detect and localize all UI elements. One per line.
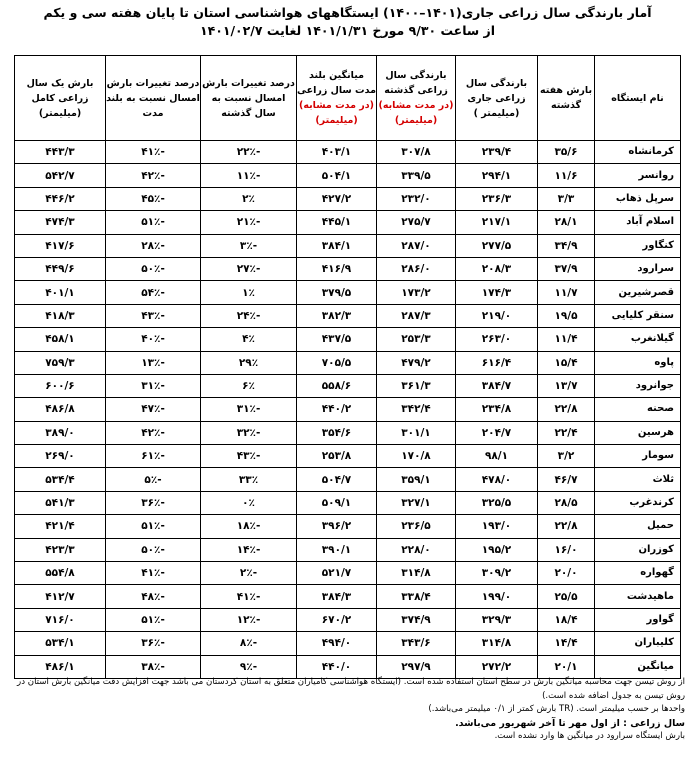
last-year-rain: ۳۰۱/۱ xyxy=(377,421,456,444)
header-station: نام ایستگاه xyxy=(595,56,681,141)
pct-vs-last-year: -۸٪ xyxy=(201,632,297,655)
header-full-year: بارش یک سال زراعی کامل (میلیمتر) xyxy=(15,56,106,141)
longterm-rain: ۴۴۵/۱ xyxy=(297,211,377,234)
station-name: کرمانشاه xyxy=(595,141,681,164)
full-year-rain: ۴۵۸/۱ xyxy=(15,328,106,351)
current-year-rain: ۳۲۹/۳ xyxy=(456,608,538,631)
pct-vs-longterm: -۴۷٪ xyxy=(106,398,201,421)
full-year-rain: ۵۴۱/۳ xyxy=(15,491,106,514)
header-pct-last-year: درصد تغییرات بارش امسال نسبت به سال گذشته xyxy=(201,56,297,141)
full-year-rain: ۴۸۶/۱ xyxy=(15,655,106,678)
station-name: هرسین xyxy=(595,421,681,444)
footnote-crop-year: سال زراعی : از اول مهر تا آخر شهریور می‌باشد. xyxy=(455,717,685,729)
last-year-rain: ۳۱۴/۸ xyxy=(377,562,456,585)
last-week-rain: ۲۲/۴ xyxy=(538,421,595,444)
current-year-rain: ۲۷۲/۲ xyxy=(456,655,538,678)
pct-vs-longterm: -۴۵٪ xyxy=(106,187,201,210)
last-week-rain: ۳۵/۶ xyxy=(538,141,595,164)
pct-vs-longterm: -۵۴٪ xyxy=(106,281,201,304)
table-row xyxy=(15,281,681,304)
longterm-rain: ۴۴۰/۲ xyxy=(297,398,377,421)
current-year-rain: ۲۹۴/۱ xyxy=(456,164,538,187)
current-year-rain: ۲۰۴/۷ xyxy=(456,421,538,444)
station-name: سرپل ذهاب xyxy=(595,187,681,210)
title-line-2: از ساعت ۹/۳۰ مورخ ۱۴۰۱/۱/۳۱ لغایت ۱۴۰۱/۰۲/۷ xyxy=(199,23,496,38)
last-year-rain: ۱۷۳/۲ xyxy=(377,281,456,304)
current-year-rain: ۱۹۹/۰ xyxy=(456,585,538,608)
longterm-rain: ۳۷۹/۵ xyxy=(297,281,377,304)
pct-vs-last-year: -۳۱٪ xyxy=(201,398,297,421)
header-last-week: بارش هفته گذشته xyxy=(538,56,595,141)
pct-vs-last-year: -۱۴٪ xyxy=(201,538,297,561)
header-last-year xyxy=(377,56,456,141)
header-last-year-text: بارندگی سال زراعی گذشته xyxy=(384,70,448,96)
station-name: کوزران xyxy=(595,538,681,561)
last-year-rain: ۳۲۷/۱ xyxy=(377,491,456,514)
station-name: سرارود xyxy=(595,257,681,280)
last-year-rain: ۴۷۹/۲ xyxy=(377,351,456,374)
last-year-rain: ۱۷۰/۸ xyxy=(377,445,456,468)
current-year-rain: ۲۳۶/۳ xyxy=(456,187,538,210)
pct-vs-longterm: -۳۶٪ xyxy=(106,491,201,514)
footnote-units: واحدها بر حسب میلیمتر است. (TR بارش کمتر از ۰/۱ میلیمتر می‌باشد.) xyxy=(428,704,685,714)
last-week-rain: ۱۵/۴ xyxy=(538,351,595,374)
table-row xyxy=(15,164,681,187)
station-name: میانگین xyxy=(595,655,681,678)
full-year-rain: ۴۴۹/۶ xyxy=(15,257,106,280)
full-year-rain: ۵۵۴/۸ xyxy=(15,562,106,585)
table-body xyxy=(15,141,681,679)
pct-vs-longterm: -۴۱٪ xyxy=(106,141,201,164)
pct-vs-last-year: ۰٪ xyxy=(201,491,297,514)
last-year-rain: ۳۵۹/۱ xyxy=(377,468,456,491)
pct-vs-last-year: -۱۲٪ xyxy=(201,608,297,631)
pct-vs-longterm: -۵۱٪ xyxy=(106,515,201,538)
table-row xyxy=(15,585,681,608)
station-name: سومار xyxy=(595,445,681,468)
current-year-rain: ۲۳۹/۴ xyxy=(456,141,538,164)
full-year-rain: ۴۲۳/۳ xyxy=(15,538,106,561)
last-week-rain: ۱۳/۷ xyxy=(538,374,595,397)
full-year-rain: ۵۳۴/۱ xyxy=(15,632,106,655)
current-year-rain: ۳۸۴/۷ xyxy=(456,374,538,397)
current-year-rain: ۳۰۹/۲ xyxy=(456,562,538,585)
table-row xyxy=(15,257,681,280)
current-year-rain: ۲۳۴/۸ xyxy=(456,398,538,421)
longterm-rain: ۲۵۳/۸ xyxy=(297,445,377,468)
longterm-rain: ۵۰۹/۱ xyxy=(297,491,377,514)
last-year-rain: ۳۰۷/۸ xyxy=(377,141,456,164)
table-row xyxy=(15,608,681,631)
longterm-rain: ۴۴۰/۰ xyxy=(297,655,377,678)
last-year-rain: ۳۴۳/۶ xyxy=(377,632,456,655)
full-year-rain: ۵۳۴/۴ xyxy=(15,468,106,491)
last-year-rain: ۳۳۸/۴ xyxy=(377,585,456,608)
last-year-rain: ۳۷۴/۹ xyxy=(377,608,456,631)
table-row xyxy=(15,234,681,257)
longterm-rain: ۴۲۷/۲ xyxy=(297,187,377,210)
last-week-rain: ۱۱/۴ xyxy=(538,328,595,351)
pct-vs-last-year: ۳۳٪ xyxy=(201,468,297,491)
full-year-rain: ۴۴۳/۳ xyxy=(15,141,106,164)
last-week-rain: ۴۶/۷ xyxy=(538,468,595,491)
table-row xyxy=(15,211,681,234)
pct-vs-longterm: -۴۲٪ xyxy=(106,164,201,187)
header-pct-longterm: درصد تغییرات بارش امسال نسبت به بلند مدت xyxy=(106,56,201,141)
table-row xyxy=(15,421,681,444)
table-row xyxy=(15,445,681,468)
footnotes xyxy=(10,676,685,744)
pct-vs-last-year: -۲۱٪ xyxy=(201,211,297,234)
table-row xyxy=(15,632,681,655)
pct-vs-longterm: -۳۱٪ xyxy=(106,374,201,397)
table-row xyxy=(15,398,681,421)
pct-vs-last-year: -۲٪ xyxy=(201,562,297,585)
title-line-1: آمار بارندگی سال زراعی جاری(۱۴۰۱–۱۴۰۰) ایستگاههای هواشناسی استان تا پایان هفته سی و یکم xyxy=(43,5,652,20)
full-year-rain: ۲۶۹/۰ xyxy=(15,445,106,468)
current-year-rain: ۲۷۷/۵ xyxy=(456,234,538,257)
table-row xyxy=(15,351,681,374)
footnote-sararood: بارش ایستگاه سرارود در میانگین ها وارد نشده است. xyxy=(494,731,685,741)
last-week-rain: ۲۸/۱ xyxy=(538,211,595,234)
pct-vs-last-year: ۱٪ xyxy=(201,281,297,304)
table-row xyxy=(15,141,681,164)
current-year-rain: ۳۱۴/۸ xyxy=(456,632,538,655)
pct-vs-longterm: -۲۸٪ xyxy=(106,234,201,257)
current-year-rain: ۲۶۳/۰ xyxy=(456,328,538,351)
pct-vs-last-year: -۲۴٪ xyxy=(201,304,297,327)
table-row xyxy=(15,374,681,397)
pct-vs-longterm: -۵۰٪ xyxy=(106,257,201,280)
last-year-rain: ۳۶۱/۳ xyxy=(377,374,456,397)
pct-vs-last-year: ۲٪ xyxy=(201,187,297,210)
longterm-rain: ۵۵۸/۶ xyxy=(297,374,377,397)
last-year-rain: ۳۴۲/۴ xyxy=(377,398,456,421)
last-year-rain: ۲۸۷/۰ xyxy=(377,234,456,257)
pct-vs-last-year: ۴٪ xyxy=(201,328,297,351)
station-name: حمیل xyxy=(595,515,681,538)
last-week-rain: ۲۲/۸ xyxy=(538,515,595,538)
station-name: گیلانغرب xyxy=(595,328,681,351)
longterm-rain: ۳۸۴/۳ xyxy=(297,585,377,608)
table-row xyxy=(15,538,681,561)
station-name: کلیباران xyxy=(595,632,681,655)
last-week-rain: ۳۷/۹ xyxy=(538,257,595,280)
full-year-rain: ۴۷۴/۳ xyxy=(15,211,106,234)
last-year-rain: ۲۳۲/۰ xyxy=(377,187,456,210)
table-row xyxy=(15,655,681,678)
pct-vs-last-year: -۲۲٪ xyxy=(201,141,297,164)
pct-vs-longterm: -۴۲٪ xyxy=(106,421,201,444)
pct-vs-last-year: -۹٪ xyxy=(201,655,297,678)
current-year-rain: ۹۸/۱ xyxy=(456,445,538,468)
longterm-rain: ۵۰۴/۷ xyxy=(297,468,377,491)
rainfall-table xyxy=(14,55,681,679)
header-longterm-period: (در مدت مشابه) xyxy=(298,100,374,111)
current-year-rain: ۲۱۹/۰ xyxy=(456,304,538,327)
header-longterm xyxy=(297,56,377,141)
table-row xyxy=(15,491,681,514)
pct-vs-longterm: -۴۸٪ xyxy=(106,585,201,608)
pct-vs-longterm: -۵۱٪ xyxy=(106,608,201,631)
station-name: کرندغرب xyxy=(595,491,681,514)
current-year-rain: ۶۱۶/۴ xyxy=(456,351,538,374)
header-longterm-text: میانگین بلند مدت سال زراعی xyxy=(297,70,376,96)
station-name: روانسر xyxy=(595,164,681,187)
station-name: اسلام آباد xyxy=(595,211,681,234)
longterm-rain: ۳۹۰/۱ xyxy=(297,538,377,561)
full-year-rain: ۴۱۸/۳ xyxy=(15,304,106,327)
last-year-rain: ۲۷۵/۷ xyxy=(377,211,456,234)
last-week-rain: ۱۴/۴ xyxy=(538,632,595,655)
station-name: ثلاث xyxy=(595,468,681,491)
last-week-rain: ۱۹/۵ xyxy=(538,304,595,327)
current-year-rain: ۳۲۵/۵ xyxy=(456,491,538,514)
pct-vs-last-year: -۲۷٪ xyxy=(201,257,297,280)
pct-vs-last-year: ۶٪ xyxy=(201,374,297,397)
pct-vs-longterm: -۱۳٪ xyxy=(106,351,201,374)
last-year-rain: ۲۲۸/۰ xyxy=(377,538,456,561)
full-year-rain: ۷۵۹/۳ xyxy=(15,351,106,374)
pct-vs-longterm: -۴۳٪ xyxy=(106,304,201,327)
last-year-rain: ۲۸۷/۳ xyxy=(377,304,456,327)
last-year-rain: ۲۹۷/۹ xyxy=(377,655,456,678)
station-name: پاوه xyxy=(595,351,681,374)
header-last-year-unit: (میلیمتر) xyxy=(394,115,438,126)
station-name: قصرشیرین xyxy=(595,281,681,304)
station-name: گهواره xyxy=(595,562,681,585)
last-week-rain: ۲۰/۰ xyxy=(538,562,595,585)
longterm-rain: ۵۲۱/۷ xyxy=(297,562,377,585)
header-current-year: بارندگی سال زراعی جاری (میلیمتر ) xyxy=(456,56,538,141)
current-year-rain: ۱۹۳/۰ xyxy=(456,515,538,538)
full-year-rain: ۴۸۶/۸ xyxy=(15,398,106,421)
pct-vs-longterm: -۳۸٪ xyxy=(106,655,201,678)
current-year-rain: ۲۰۸/۳ xyxy=(456,257,538,280)
longterm-rain: ۴۳۷/۵ xyxy=(297,328,377,351)
longterm-rain: ۷۰۵/۵ xyxy=(297,351,377,374)
last-week-rain: ۳۴/۹ xyxy=(538,234,595,257)
longterm-rain: ۳۹۶/۲ xyxy=(297,515,377,538)
table-row xyxy=(15,187,681,210)
pct-vs-longterm: -۴۱٪ xyxy=(106,562,201,585)
last-week-rain: ۱۸/۴ xyxy=(538,608,595,631)
last-year-rain: ۲۸۶/۰ xyxy=(377,257,456,280)
pct-vs-longterm: -۶۱٪ xyxy=(106,445,201,468)
report-title xyxy=(0,4,695,40)
last-year-rain: ۳۳۹/۵ xyxy=(377,164,456,187)
longterm-rain: ۳۸۴/۱ xyxy=(297,234,377,257)
last-year-rain: ۲۵۳/۳ xyxy=(377,328,456,351)
longterm-rain: ۴۱۶/۹ xyxy=(297,257,377,280)
pct-vs-last-year: -۳٪ xyxy=(201,234,297,257)
table-row xyxy=(15,328,681,351)
longterm-rain: ۵۰۴/۱ xyxy=(297,164,377,187)
pct-vs-longterm: -۳۶٪ xyxy=(106,632,201,655)
current-year-rain: ۱۹۵/۲ xyxy=(456,538,538,561)
station-name: جوانرود xyxy=(595,374,681,397)
full-year-rain: ۵۴۲/۷ xyxy=(15,164,106,187)
pct-vs-last-year: -۱۱٪ xyxy=(201,164,297,187)
last-week-rain: ۱۱/۶ xyxy=(538,164,595,187)
full-year-rain: ۴۲۱/۴ xyxy=(15,515,106,538)
full-year-rain: ۴۱۲/۷ xyxy=(15,585,106,608)
full-year-rain: ۶۰۰/۶ xyxy=(15,374,106,397)
pct-vs-last-year: -۳۲٪ xyxy=(201,421,297,444)
full-year-rain: ۴۴۶/۲ xyxy=(15,187,106,210)
table-row xyxy=(15,468,681,491)
station-name: صحنه xyxy=(595,398,681,421)
last-week-rain: ۱۱/۷ xyxy=(538,281,595,304)
current-year-rain: ۱۷۴/۳ xyxy=(456,281,538,304)
pct-vs-last-year: -۴۳٪ xyxy=(201,445,297,468)
last-week-rain: ۲۸/۵ xyxy=(538,491,595,514)
full-year-rain: ۴۱۷/۶ xyxy=(15,234,106,257)
current-year-rain: ۴۷۸/۰ xyxy=(456,468,538,491)
pct-vs-longterm: -۴۰٪ xyxy=(106,328,201,351)
station-name: ماهیدشت xyxy=(595,585,681,608)
header-longterm-unit: (میلیمتر) xyxy=(315,115,358,126)
longterm-rain: ۳۵۴/۶ xyxy=(297,421,377,444)
longterm-rain: ۳۸۲/۳ xyxy=(297,304,377,327)
pct-vs-last-year: -۱۸٪ xyxy=(201,515,297,538)
station-name: سنقر کلیایی xyxy=(595,304,681,327)
header-last-year-period: (در مدت مشابه) xyxy=(378,100,454,111)
longterm-rain: ۴۰۳/۱ xyxy=(297,141,377,164)
last-week-rain: ۳/۳ xyxy=(538,187,595,210)
pct-vs-last-year: ۲۹٪ xyxy=(201,351,297,374)
table-row xyxy=(15,562,681,585)
longterm-rain: ۴۹۴/۰ xyxy=(297,632,377,655)
table-row xyxy=(15,515,681,538)
full-year-rain: ۴۰۱/۱ xyxy=(15,281,106,304)
last-week-rain: ۱۶/۰ xyxy=(538,538,595,561)
pct-vs-last-year: -۴۱٪ xyxy=(201,585,297,608)
last-week-rain: ۲۰/۱ xyxy=(538,655,595,678)
table-header-row xyxy=(15,56,681,141)
last-year-rain: ۲۳۶/۵ xyxy=(377,515,456,538)
station-name: کنگاور xyxy=(595,234,681,257)
pct-vs-longterm: -۵۱٪ xyxy=(106,211,201,234)
last-week-rain: ۳/۲ xyxy=(538,445,595,468)
pct-vs-longterm: -۵۰٪ xyxy=(106,538,201,561)
last-week-rain: ۲۵/۵ xyxy=(538,585,595,608)
station-name: گواور xyxy=(595,608,681,631)
full-year-rain: ۳۸۹/۰ xyxy=(15,421,106,444)
pct-vs-longterm: -۵٪ xyxy=(106,468,201,491)
longterm-rain: ۶۷۰/۲ xyxy=(297,608,377,631)
current-year-rain: ۲۱۷/۱ xyxy=(456,211,538,234)
table-row xyxy=(15,304,681,327)
footnote-method: از روش تیسن جهت محاسبه میانگین بارش در سطح استان استفاده شده است. (ایستگاه هواشناسی کامیاران متعلق به استان کردستان می باشد جهت افزایش دقت میانگین بارش استان در روش تیسن به جدول اضافه شده است.) xyxy=(17,677,685,701)
last-week-rain: ۲۲/۸ xyxy=(538,398,595,421)
full-year-rain: ۷۱۶/۰ xyxy=(15,608,106,631)
